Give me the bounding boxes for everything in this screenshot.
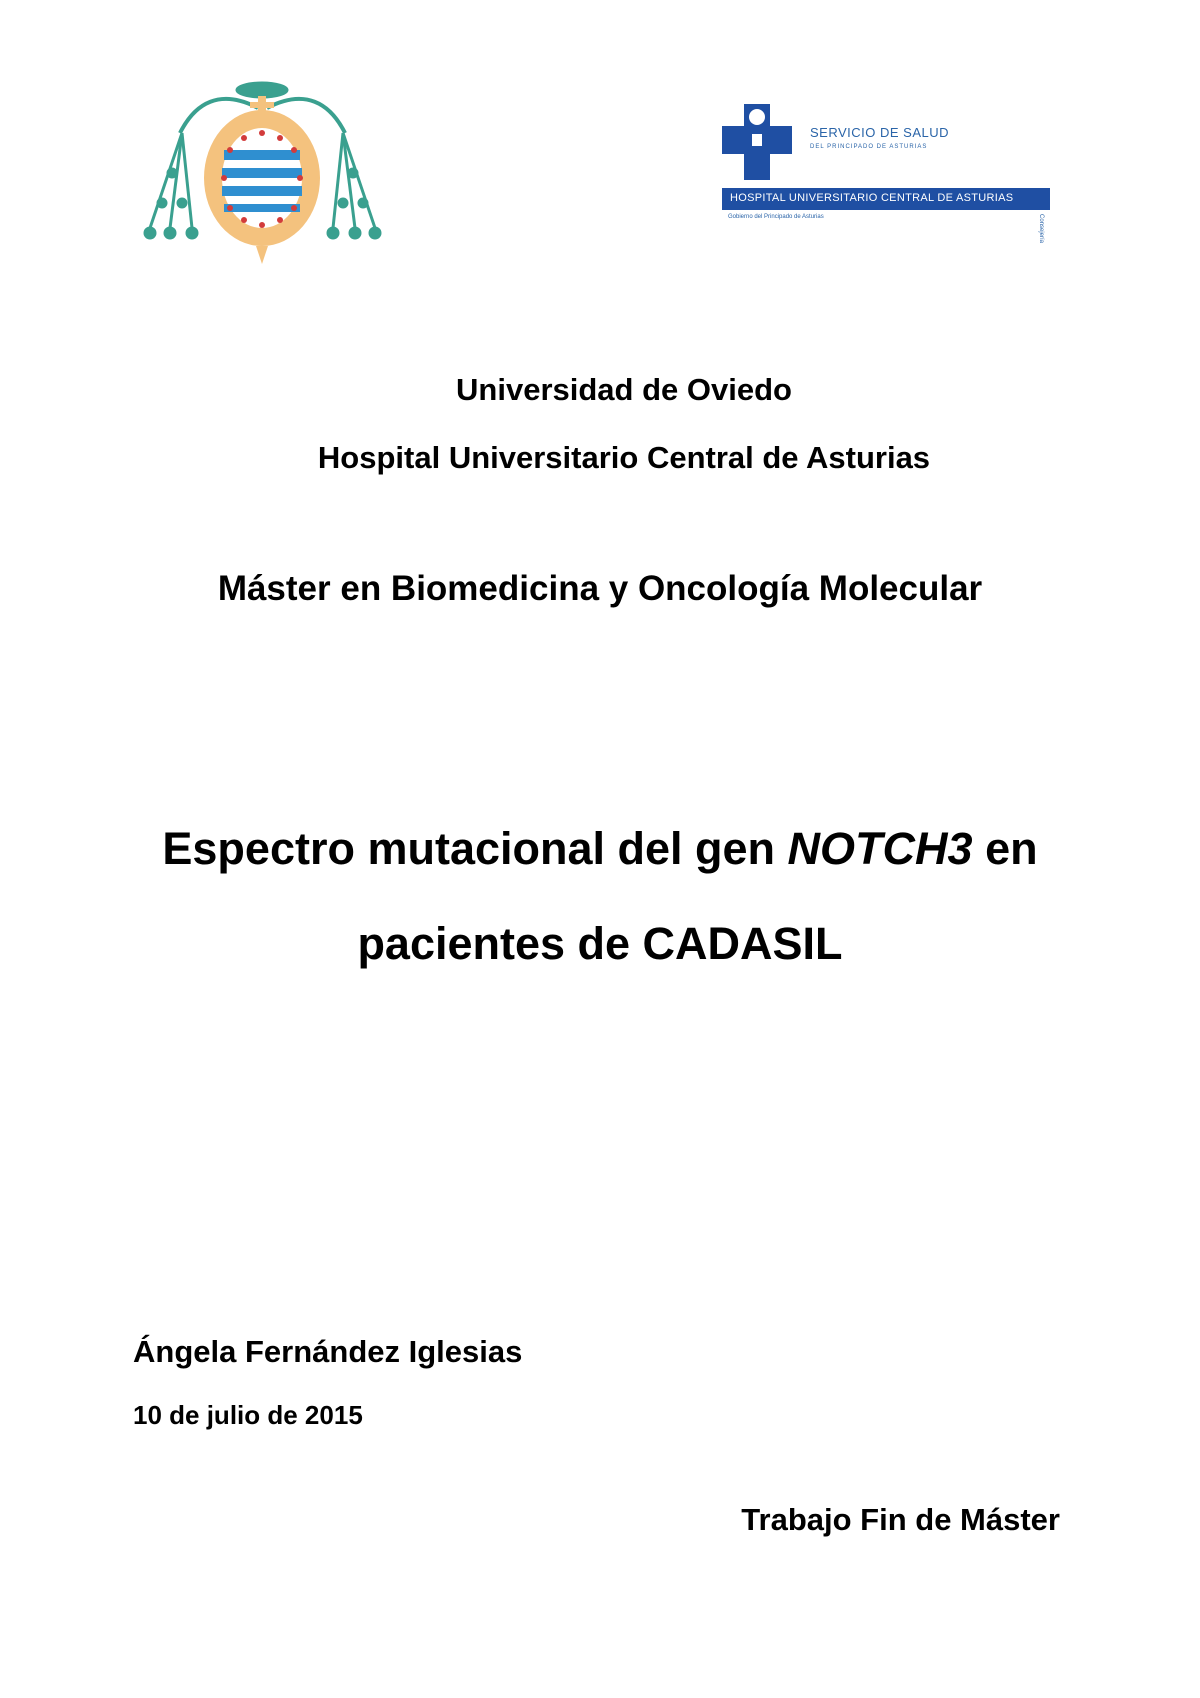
hospital-banner-text: HOSPITAL UNIVERSITARIO CENTRAL DE ASTURIAS (730, 192, 1014, 204)
gene-name: NOTCH3 (787, 823, 973, 874)
hospital-name: Hospital Universitario Central de Asturias (317, 440, 931, 475)
service-subtitle: DEL PRINCIPADO DE ASTURIAS (810, 144, 928, 150)
document-date: 10 de julio de 2015 (133, 1400, 363, 1430)
author-name: Ángela Fernández Iglesias (133, 1334, 523, 1369)
government-text: Gobierno del Principado de Asturias (728, 214, 824, 220)
vertical-text: Consejería (1038, 214, 1044, 244)
health-cross-icon (722, 104, 792, 180)
service-name: SERVICIO DE SALUD (810, 125, 950, 140)
title-suffix: en (972, 823, 1038, 874)
hospital-logo (720, 102, 1060, 262)
university-name: Universidad de Oviedo (456, 372, 792, 407)
program-name: Máster en Biomedicina y Oncología Molecular (217, 569, 983, 608)
title-prefix: Espectro mutacional del gen (162, 823, 788, 874)
document-title-line1 (0, 823, 1200, 875)
document-title-line2: pacientes de CADASIL (357, 918, 843, 969)
hospital-banner (722, 188, 1050, 210)
document-type: Trabajo Fin de Máster (741, 1502, 1060, 1537)
university-logo (140, 78, 385, 268)
coat-of-arms-icon (140, 78, 385, 268)
